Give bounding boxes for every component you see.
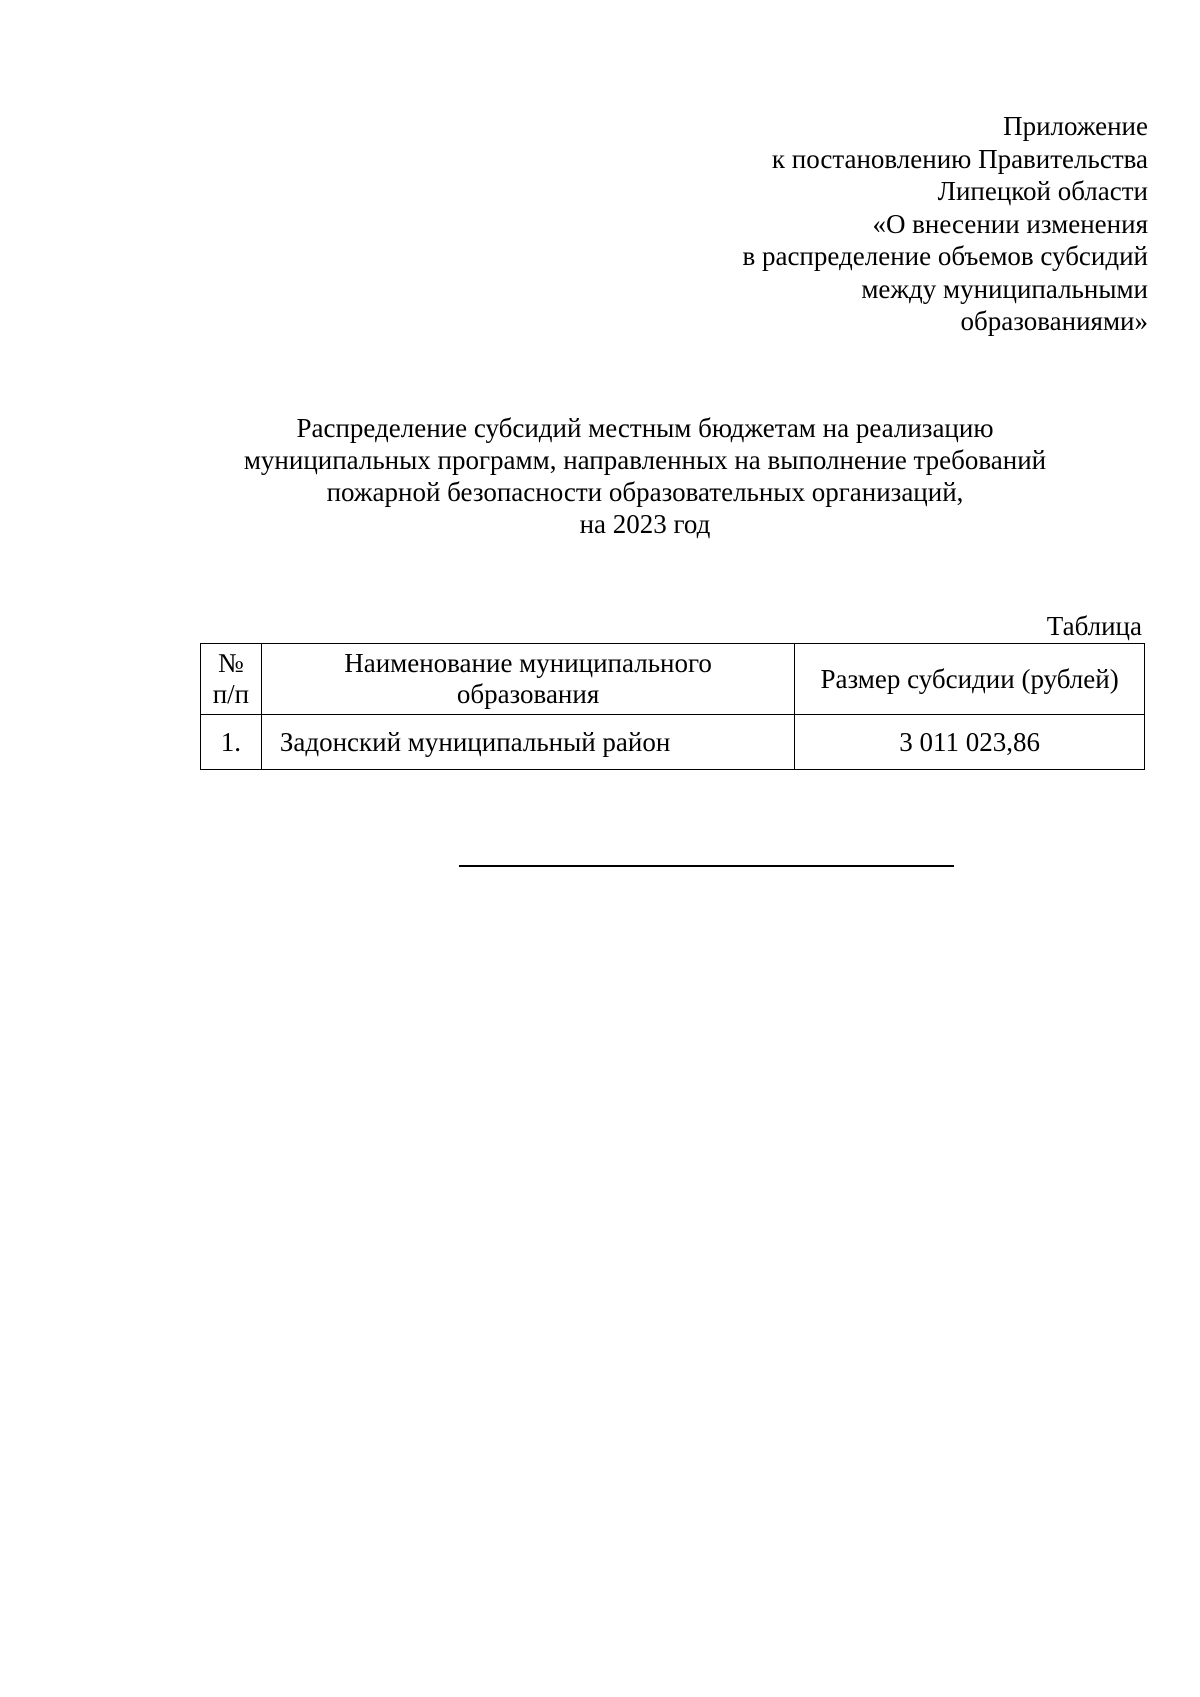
- row-municipality-name: Задонский муниципальный район: [261, 715, 794, 770]
- header-name-line: образования: [456, 679, 600, 709]
- appendix-line: к постановлению Правительства: [771, 143, 1148, 174]
- table-row: [201, 715, 1145, 770]
- document-title-line: на 2023 год: [579, 509, 711, 539]
- document-title: [200, 412, 1090, 540]
- row-number: 1.: [201, 715, 262, 770]
- appendix-line: Приложение: [1003, 111, 1148, 141]
- appendix-line: образованиями»: [960, 306, 1148, 336]
- end-divider-line: [459, 865, 954, 867]
- appendix-line: «О внесении изменения: [872, 208, 1148, 239]
- document-title-line: пожарной безопасности образовательных организаций,: [326, 477, 964, 507]
- table-header: [201, 644, 1145, 715]
- appendix-line: в распределение объемов субсидий: [742, 241, 1148, 271]
- subsidy-table: [200, 643, 1145, 770]
- appendix-line: Липецкой области: [937, 176, 1148, 206]
- header-name-line: Наименование муниципального: [344, 648, 712, 678]
- table-body: [201, 715, 1145, 770]
- header-number-line: п/п: [212, 679, 250, 709]
- document-title-line: муниципальных программ, направленных на выполнение требований: [243, 445, 1047, 475]
- table-header-row: [201, 644, 1145, 715]
- header-amount: [795, 644, 1145, 715]
- appendix-line: между муниципальными: [861, 273, 1148, 304]
- header-number-line: №: [218, 648, 244, 678]
- row-subsidy-amount: 3 011 023,86: [795, 715, 1145, 770]
- document-title-line: Распределение субсидий местным бюджетам на реализацию: [296, 413, 994, 443]
- header-number: [201, 644, 262, 715]
- header-amount-line: Размер субсидии (рублей): [820, 663, 1119, 694]
- table-caption: Таблица: [1046, 611, 1142, 641]
- header-name: [261, 644, 794, 715]
- appendix-block: [742, 110, 1148, 338]
